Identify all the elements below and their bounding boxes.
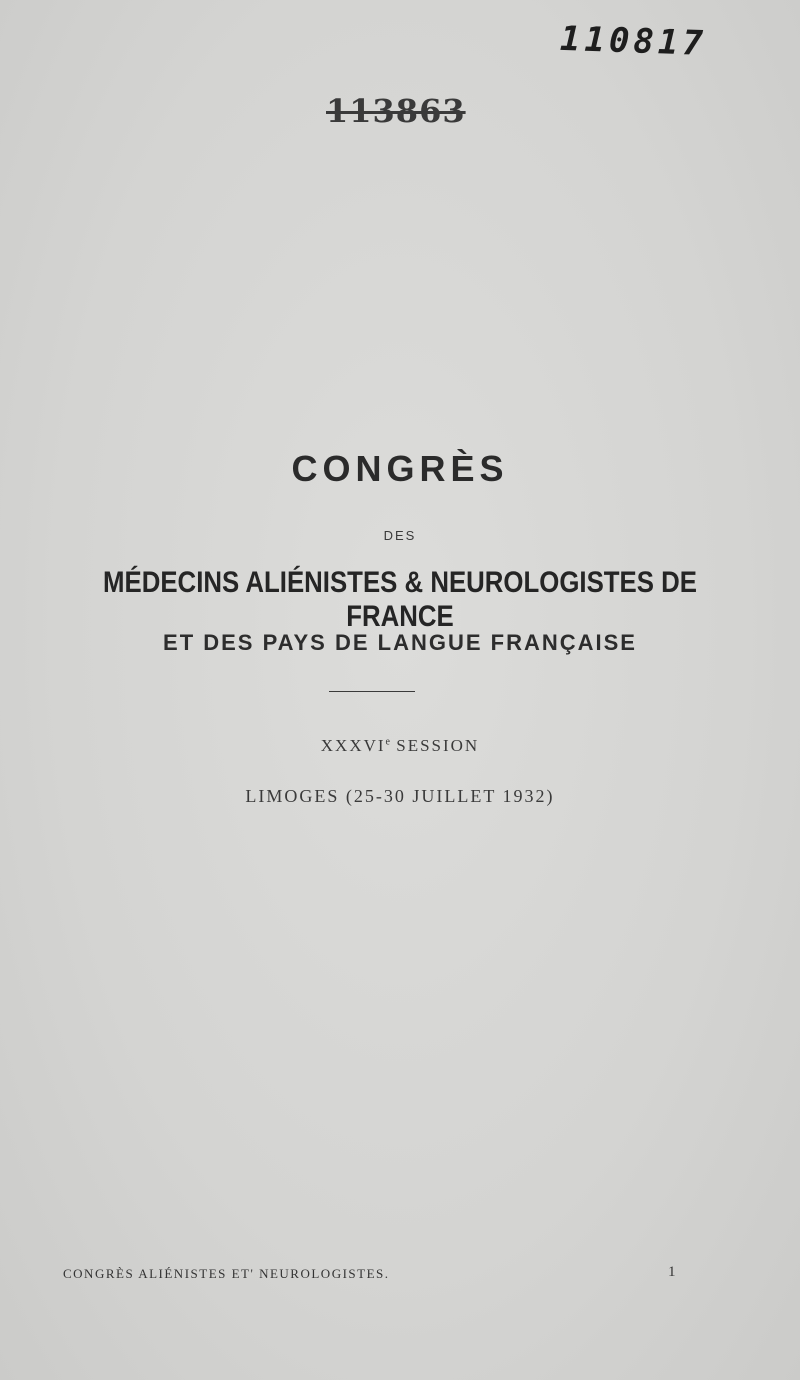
session-suffix: e <box>385 736 390 748</box>
session-line <box>0 736 800 756</box>
session-numeral: XXXVI <box>320 736 386 755</box>
title-des: DES <box>383 528 417 543</box>
session-label: SESSION <box>396 736 480 755</box>
struck-out-number: 113863 <box>326 92 466 130</box>
session-location: LIMOGES (25-30 JUILLET 1932) <box>245 786 555 806</box>
title-congres: CONGRÈS <box>291 448 509 489</box>
accession-number-stamp: 110817 <box>559 18 708 64</box>
page-number: 1 <box>668 1264 676 1280</box>
title-main: MÉDECINS ALIÉNISTES & NEUROLOGISTES DE FRANCE <box>103 566 697 633</box>
title-divider <box>329 691 415 692</box>
title-subtitle: ET DES PAYS DE LANGUE FRANÇAISE <box>163 630 637 655</box>
running-footer: CONGRÈS ALIÉNISTES ET' NEUROLOGISTES. <box>63 1266 390 1281</box>
